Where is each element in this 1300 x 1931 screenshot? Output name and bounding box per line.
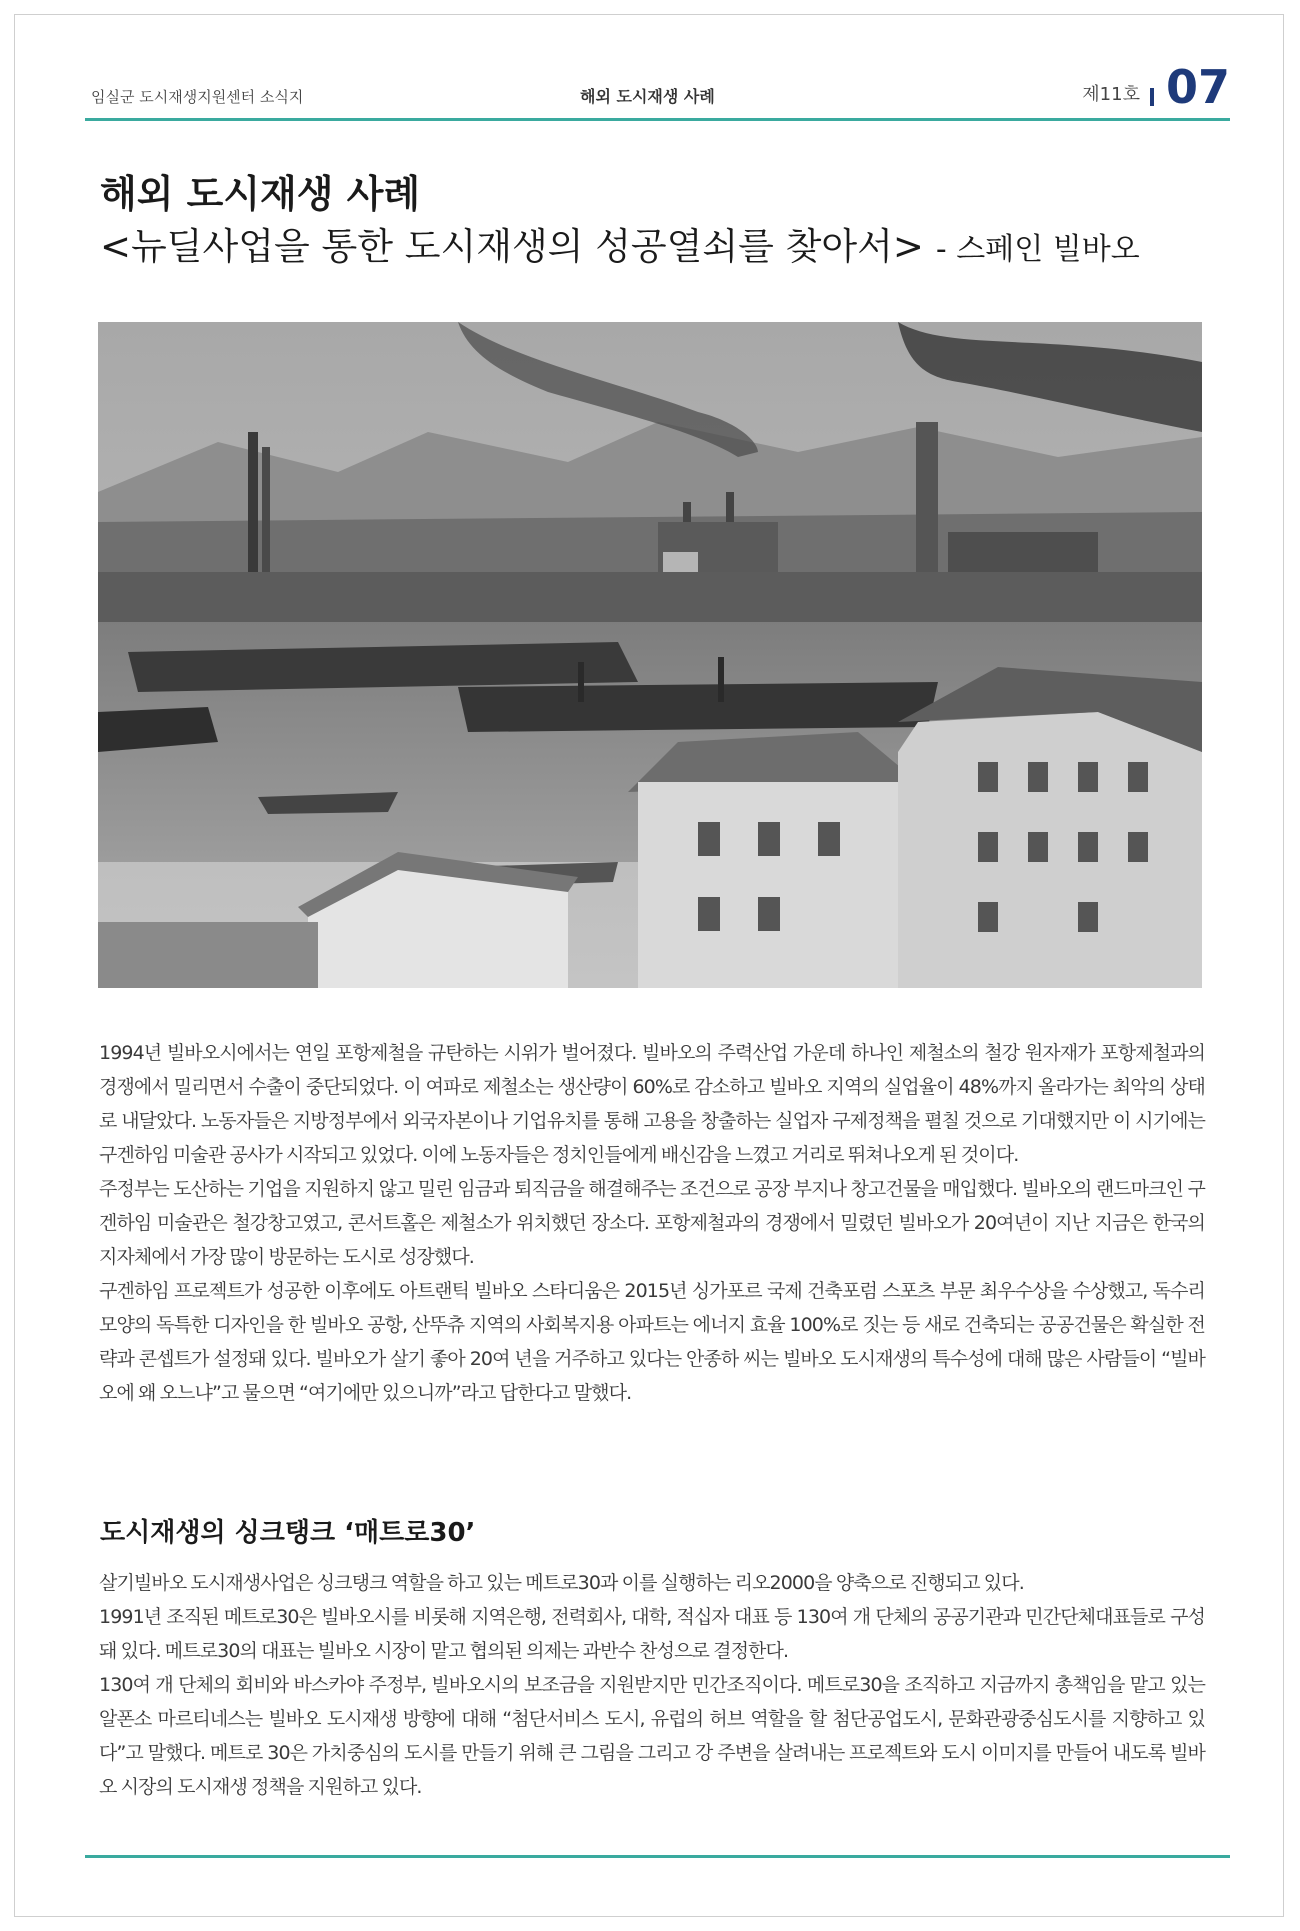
page-number: 07 bbox=[1165, 60, 1230, 114]
section-body bbox=[99, 1566, 1205, 1804]
issue-number: 제11호 bbox=[1082, 84, 1140, 105]
article-paragraph: 주정부는 도산하는 기업을 지원하지 않고 밀린 임금과 퇴직금을 해결해주는 조건으로 공장 부지나 창고건물을 매입했다. 빌바오의 랜드마크인 구겐하임 미술관은 철강창고였고, 콘서트홀은 제철소가 위치했던 장소다. 포항제철과의 경쟁에서 밀렸던 빌바오가 20여년이 지난 지금은 한국의 지자체에서 가장 많이 방문하는 도시로 성장했다. bbox=[99, 1178, 1205, 1268]
article-title bbox=[100, 168, 1220, 277]
header-rule bbox=[85, 118, 1230, 121]
industrial-harbor-photo bbox=[98, 322, 1202, 988]
issue-info bbox=[1082, 60, 1230, 118]
section-paragraph: 1991년 조직된 메트로30은 빌바오시를 비롯해 지역은행, 전력회사, 대학, 적십자 대표 등 130여 개 단체의 공공기관과 민간단체대표들로 구성돼 있다. 메트로30의 대표는 빌바오 시장이 맡고 협의된 의제는 과반수 찬성으로 결정한다. bbox=[99, 1606, 1205, 1662]
article-paragraph: 구겐하임 프로젝트가 성공한 이후에도 아트랜틱 빌바오 스타디움은 2015년 싱가포르 국제 건축포럼 스포츠 부문 최우수상을 수상했고, 독수리 모양의 독특한 디자인을 한 빌바오 공항, 산뚜츄 지역의 사회복지용 아파트는 에너지 효율 100%로 짓는 등 새로 건축되는 공공건물은 확실한 전략과 콘셉트가 설정돼 있다. 빌바오가 살기 좋아 20여 년을 거주하고 있다는 안종하 씨는 빌바오 도시재생의 특수성에 대해 많은 사람들이 “빌바오에 왜 오느냐”고 물으면 “여기에만 있으니까”라고 답한다고 말했다. bbox=[99, 1280, 1205, 1404]
title-sub bbox=[100, 220, 1220, 277]
article-body bbox=[99, 1036, 1205, 1410]
photo-illustration bbox=[98, 322, 1202, 988]
title-main: 해외 도시재생 사례 bbox=[100, 172, 421, 216]
section-label: 해외 도시재생 사례 bbox=[580, 87, 715, 106]
section-paragraph: 살기빌바오 도시재생사업은 싱크탱크 역할을 하고 있는 메트로30과 이를 실행하는 리오2000을 양축으로 진행되고 있다. bbox=[99, 1572, 1024, 1594]
section-heading: 도시재생의 싱크탱크 ‘매트로30’ bbox=[100, 1518, 476, 1548]
title-subtitle: <뉴딜사업을 통한 도시재생의 성공열쇠를 찾아서> bbox=[100, 225, 924, 268]
issue-divider bbox=[1150, 88, 1154, 106]
footer-rule bbox=[85, 1855, 1230, 1858]
article-paragraph: 1994년 빌바오시에서는 연일 포항제철을 규탄하는 시위가 벌어졌다. 빌바오의 주력산업 가운데 하나인 제철소의 철강 원자재가 포항제철과의 경쟁에서 밀리면서 수출이 중단되었다. 이 여파로 제철소는 생산량이 60%로 감소하고 빌바오 지역의 실업율이 48%까지 올라가는 최악의 상태로 내달았다. 노동자들은 지방정부에서 외국자본이나 기업유치를 통해 고용을 창출하는 실업자 구제정책을 펼칠 것으로 기대했지만 이 시기에는 구겐하임 미술관 공사가 시작되고 있었다. 이에 노동자들은 정치인들에게 배신감을 느꼈고 거리로 뛰쳐나오게 된 것이다. bbox=[99, 1042, 1205, 1166]
publication-name: 임실군 도시재생지원센터 소식지 bbox=[91, 88, 304, 106]
section-paragraph: 130여 개 단체의 회비와 바스카야 주정부, 빌바오시의 보조금을 지원받지만 민간조직이다. 메트로30을 조직하고 지금까지 총책임을 맡고 있는 알폰소 마르티네스는 빌바오 도시재생 방향에 대해 “첨단서비스 도시, 유럽의 허브 역할을 할 첨단공업도시, 문화관광중심도시를 지향하고 있다”고 말했다. 메트로 30은 가치중심의 도시를 만들기 위해 큰 그림을 그리고 강 주변을 살려내는 프로젝트와 도시 이미지를 만들어 내도록 빌바오 시장의 도시재생 정책을 지원하고 있다. bbox=[99, 1674, 1205, 1798]
title-location: - 스페인 빌바오 bbox=[935, 232, 1140, 267]
page-header bbox=[85, 60, 1230, 118]
